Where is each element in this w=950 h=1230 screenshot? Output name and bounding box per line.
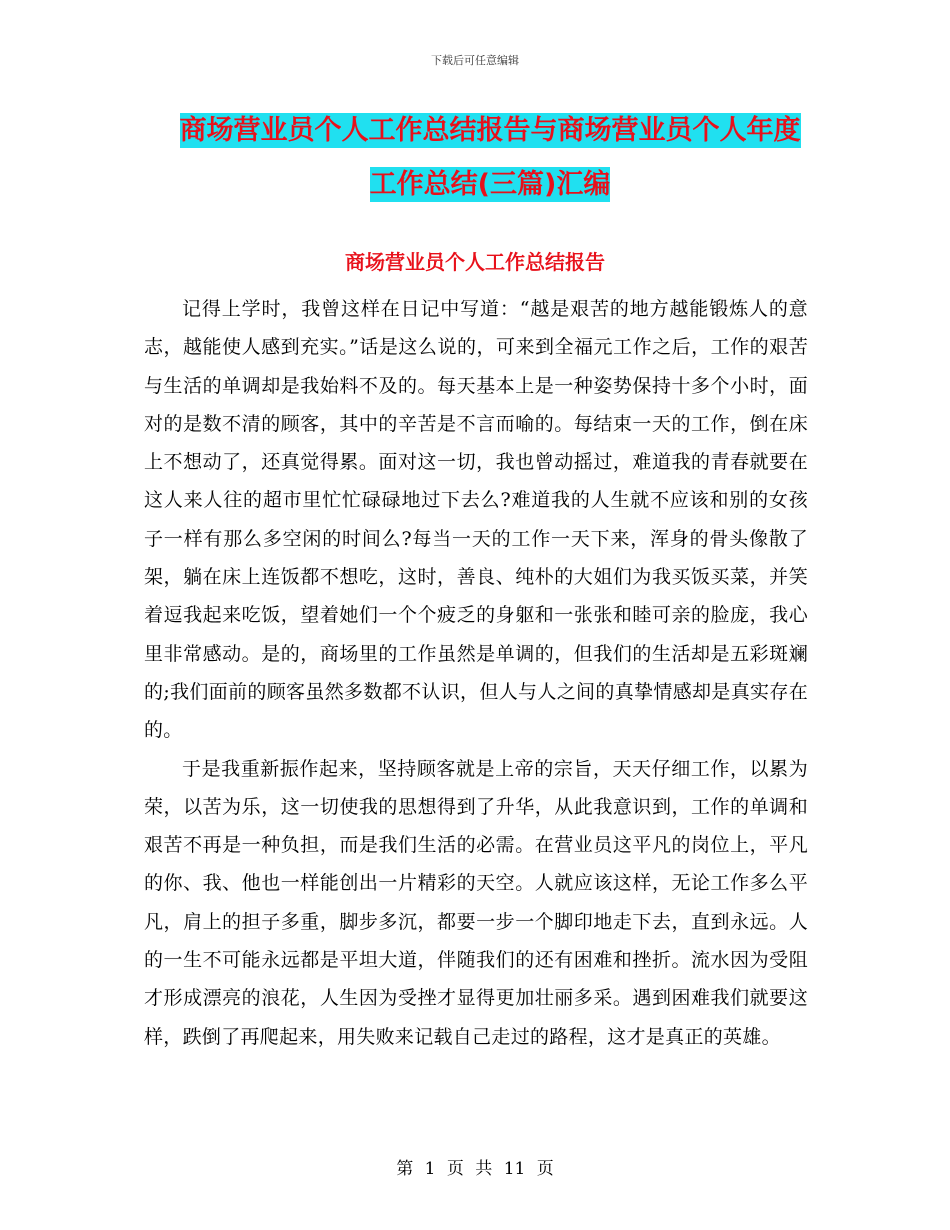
title-line-1: 商场营业员个人工作总结报告与商场营业员个人年度	[179, 115, 801, 146]
title-line-2: 工作总结(三篇)汇编	[369, 169, 611, 200]
section-heading: 商场营业员个人工作总结报告	[345, 250, 605, 274]
body-text	[144, 290, 808, 1056]
paragraph-2: 于是我重新振作起来，坚持顾客就是上帝的宗旨，天天仔细工作，以累为荣，以苦为乐，这一切使我的思想得到了升华，从此我意识到，工作的单调和艰苦不再是一种负担，而是我们生活的必需。在营业员这平凡的岗位上，平凡的你、我、他也一样能创出一片精彩的天空。人就应该这样，无论工作多么平凡，肩上的担子多重，脚步多沉，都要一步一个脚印地走下去，直到永远。人的一生不可能永远都是平坦大道，伴随我们的还有困难和挫折。流水因为受阻才形成漂亮的浪花，人生因为受挫才显得更加壮丽多采。遇到困难我们就要这样，跌倒了再爬起来，用失败来记载自己走过的路程，这才是真正的英雄。	[144, 757, 808, 1048]
header-note: 下载后可任意编辑	[431, 54, 519, 67]
paragraph-1: 记得上学时，我曾这样在日记中写道：“越是艰苦的地方越能锻炼人的意志，越能使人感到充实。”话是这么说的，可来到全福元工作之后，工作的艰苦与生活的单调却是我始料不及的。每天基本上是一种姿势保持十多个小时，面对的是数不清的顾客，其中的辛苦是不言而喻的。每结束一天的工作，倒在床上不想动了，还真觉得累。面对这一切，我也曾动摇过，难道我的青春就要在这人来人往的超市里忙忙碌碌地过下去么?难道我的人生就不应该和别的女孩子一样有那么多空闲的时间么?每当一天的工作一天下来，浑身的骨头像散了架，躺在床上连饭都不想吃，这时，善良、纯朴的大姐们为我买饭买菜，并笑着逗我起来吃饭，望着她们一个个疲乏的身躯和一张张和睦可亲的脸庞，我心里非常感动。是的，商场里的工作虽然是单调的，但我们的生活却是五彩斑斓的;我们面前的顾客虽然多数都不认识，但人与人之间的真挚情感却是真实存在的。	[144, 298, 808, 742]
page-footer: 第 1 页 共 11 页	[396, 1159, 554, 1179]
document-title	[140, 104, 840, 212]
